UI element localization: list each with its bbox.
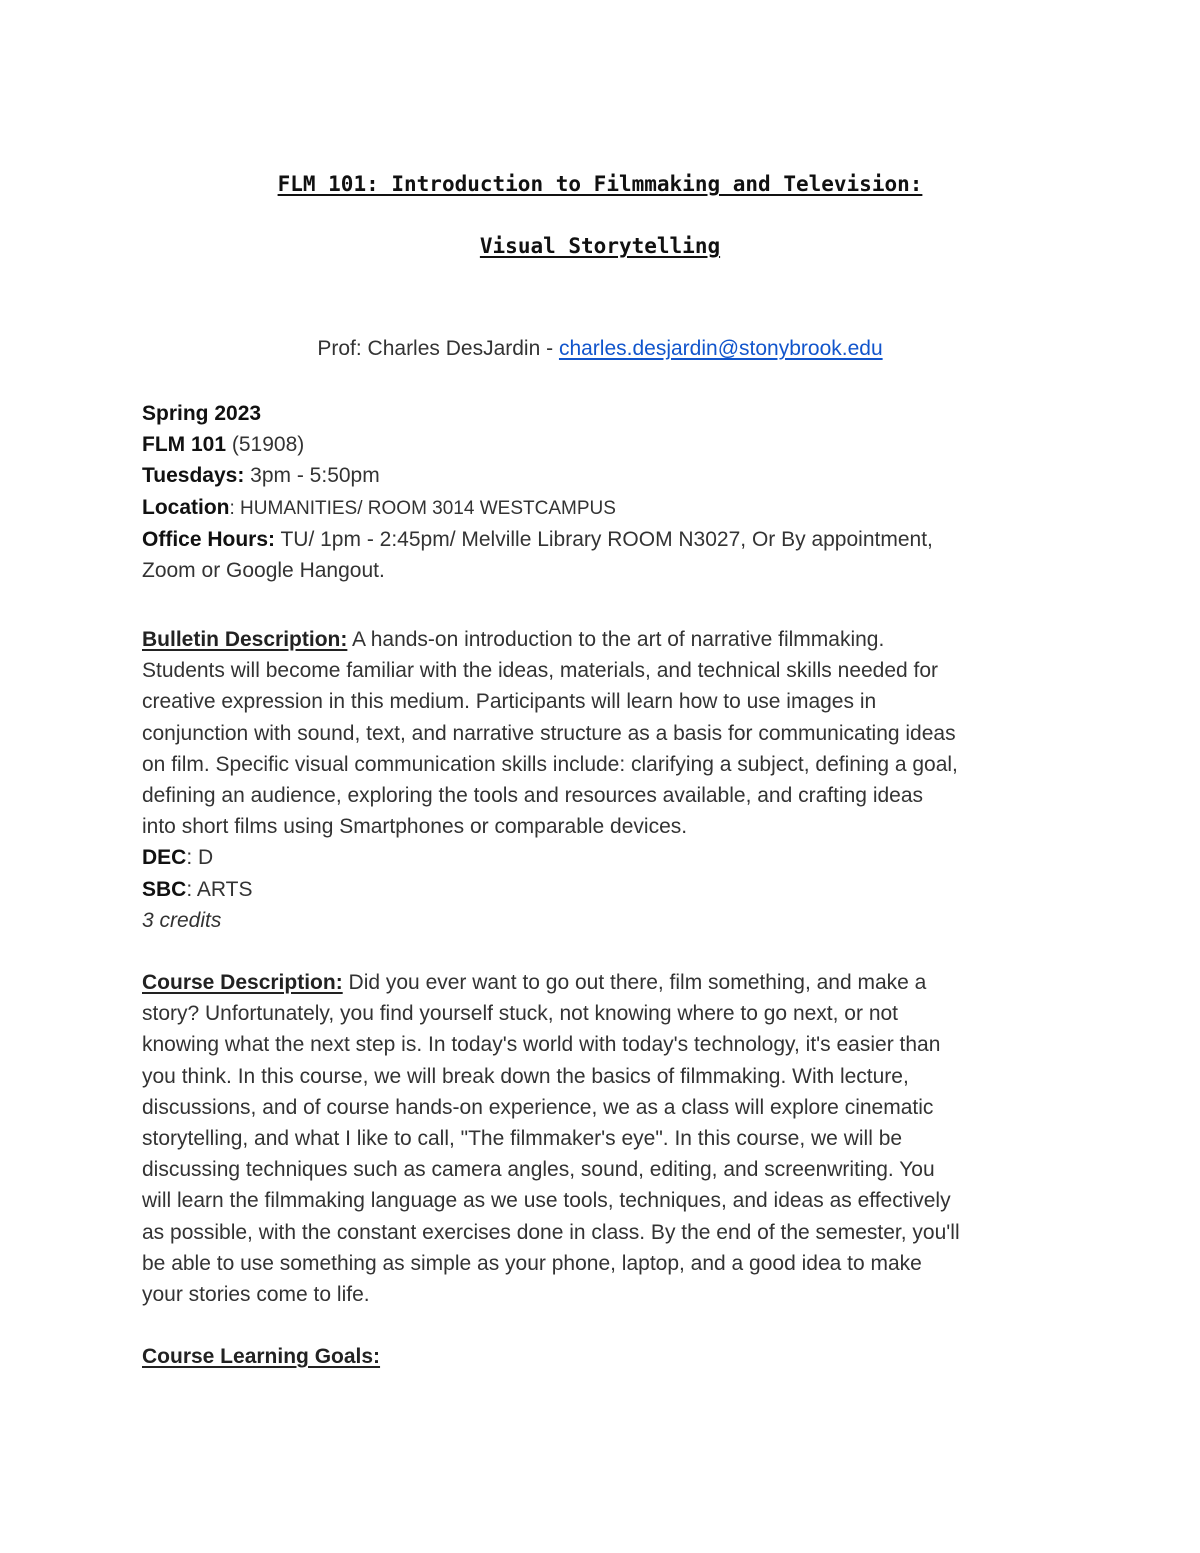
course-title: FLM 101: Introduction to Filmmaking and Television:: [277, 172, 923, 196]
location-value: : HUMANITIES/ ROOM 3014 WESTCAMPUS: [229, 497, 616, 519]
professor-label: Prof: Charles DesJardin -: [317, 337, 559, 360]
dec-value: : D: [186, 846, 214, 870]
location-line: [142, 492, 1062, 524]
course-description-line: [142, 967, 1062, 998]
sbc-line: [142, 874, 1062, 905]
location-label: Location: [142, 495, 230, 519]
course-description-line: your stories come to life.: [142, 1283, 370, 1307]
course-description-line: you think. In this course, we will break down the basics of filmmaking. With lecture,: [142, 1064, 909, 1088]
course-code-label: FLM 101: [142, 433, 227, 457]
course-description-text: Did you ever want to go out there, film something, and make a: [342, 971, 927, 994]
course-description-line: be able to use something as simple as your phone, laptop, and a good idea to make: [142, 1251, 922, 1275]
term: Spring 2023: [142, 402, 262, 425]
credits: 3 credits: [142, 908, 222, 932]
course-description-line: knowing what the next step is. In today's world with today's technology, it's easier than: [142, 1033, 941, 1057]
course-description: [142, 967, 1062, 1310]
bulletin-line: creative expression in this medium. Participants will learn how to use images in: [142, 690, 877, 714]
meeting-days-value: 3pm - 5:50pm: [244, 464, 380, 488]
learning-goals-heading: Course Learning Goals:: [142, 1345, 381, 1368]
learning-goals: [142, 1341, 1062, 1372]
course-description-line: discussing techniques such as camera angles, sound, editing, and screenwriting. You: [142, 1158, 935, 1182]
dec-line: [142, 842, 1062, 873]
professor-email-link[interactable]: charles.desjardin@stonybrook.edu: [558, 337, 883, 360]
course-code-value: (51908): [226, 433, 305, 457]
meeting-days-line: [142, 460, 1062, 491]
bulletin-line: [142, 624, 1062, 655]
course-description-line: story? Unfortunately, you find yourself stuck, not knowing where to go next, or not: [142, 1002, 899, 1026]
course-description-line: storytelling, and what I like to call, "The filmmaker's eye". In this course, we will be: [142, 1127, 903, 1151]
bulletin-line: into short films using Smartphones or comparable devices.: [142, 815, 688, 839]
bulletin-heading: Bulletin Description:: [142, 628, 348, 651]
course-description-heading: Course Description:: [142, 971, 343, 994]
bulletin-text: A hands-on introduction to the art of narrative filmmaking.: [347, 628, 885, 651]
course-code-line: [142, 429, 1062, 460]
meeting-days-label: Tuesdays:: [142, 464, 245, 488]
dec-label: DEC: [142, 846, 187, 870]
office-hours-line-2: Zoom or Google Hangout.: [142, 559, 385, 583]
course-description-line: discussions, and of course hands-on experience, we as a class will explore cinematic: [142, 1095, 934, 1119]
office-hours-line: [142, 524, 1062, 555]
bulletin-line: Students will become familiar with the ideas, materials, and technical skills needed for: [142, 659, 939, 683]
sbc-value: : ARTS: [186, 877, 253, 901]
course-description-line: as possible, with the constant exercises done in class. By the end of the semester, you'll: [142, 1220, 960, 1244]
bulletin-description: [142, 624, 1062, 936]
bulletin-line: defining an audience, exploring the tools and resources available, and crafting ideas: [142, 784, 924, 808]
professor-line: [0, 337, 1200, 361]
course-info: [142, 398, 1062, 586]
bulletin-line: on film. Specific visual communication skills include: clarifying a subject, defining a goal,: [142, 752, 958, 776]
course-subtitle: Visual Storytelling: [479, 234, 721, 258]
sbc-label: SBC: [142, 877, 187, 901]
course-description-line: will learn the filmmaking language as we use tools, techniques, and ideas as effectively: [142, 1189, 951, 1213]
office-hours-value: TU/ 1pm - 2:45pm/ Melville Library ROOM N3027, Or By appointment,: [275, 527, 933, 551]
office-hours-label: Office Hours:: [142, 527, 276, 551]
bulletin-line: conjunction with sound, text, and narrative structure as a basis for communicating ideas: [142, 721, 956, 745]
